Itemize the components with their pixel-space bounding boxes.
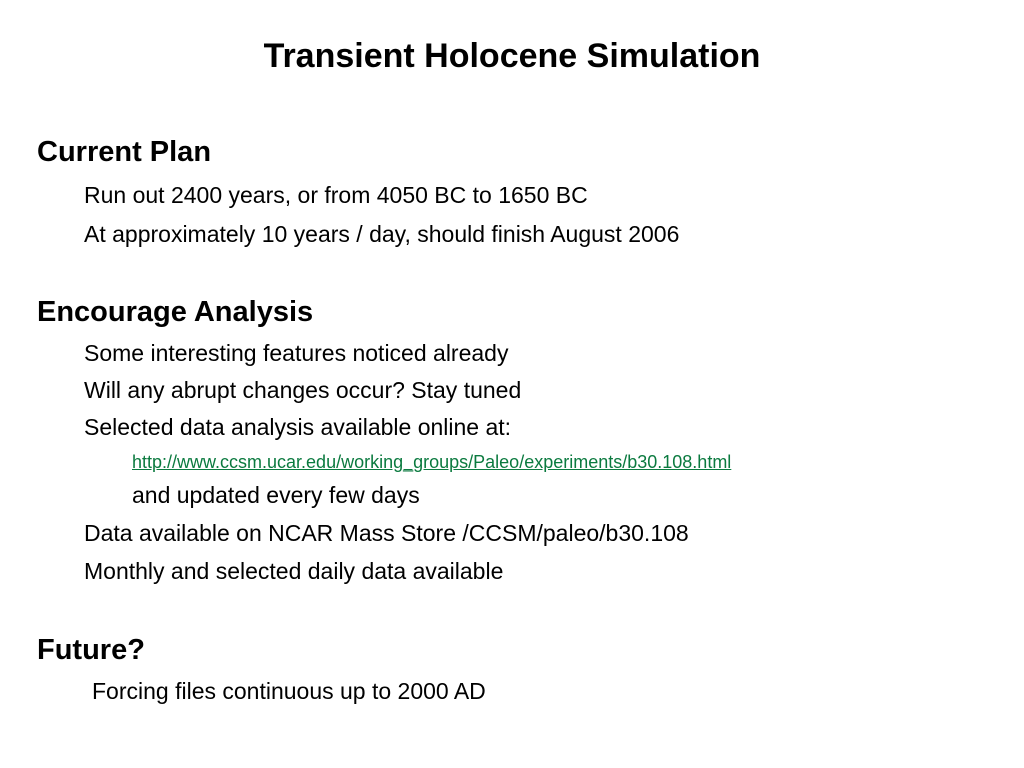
bullet-forcing-files: Forcing files continuous up to 2000 AD [92, 678, 486, 704]
bullet-approx-rate: At approximately 10 years / day, should finish August 2006 [84, 221, 680, 247]
bullet-mass-store: Data available on NCAR Mass Store /CCSM/paleo/b30.108 [84, 520, 689, 546]
bullet-data-analysis-online: Selected data analysis available online at: [84, 414, 512, 440]
bullet-abrupt-changes: Will any abrupt changes occur? Stay tuned [84, 377, 522, 403]
slide-title: Transient Holocene Simulation [263, 37, 761, 75]
section-heading-future: Future? [37, 634, 145, 666]
section-heading-encourage-analysis: Encourage Analysis [37, 296, 314, 328]
bullet-interesting-features: Some interesting features noticed already [84, 340, 509, 366]
bullet-updated-every-few-days: and updated every few days [132, 482, 420, 508]
bullet-run-out: Run out 2400 years, or from 4050 BC to 1650 BC [84, 182, 588, 208]
bullet-monthly-daily-data: Monthly and selected daily data available [84, 558, 504, 584]
experiment-link[interactable]: http://www.ccsm.ucar.edu/working_groups/Paleo/experiments/b30.108.html [132, 452, 732, 472]
section-heading-current-plan: Current Plan [37, 136, 212, 168]
